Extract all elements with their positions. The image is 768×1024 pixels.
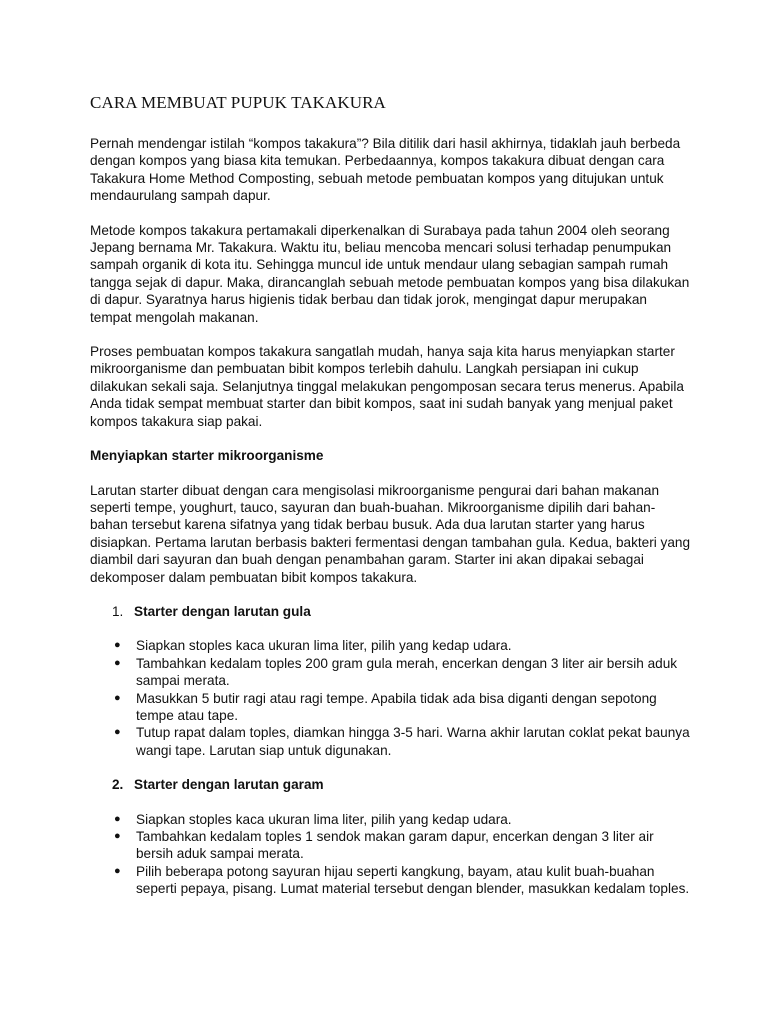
section-heading: Menyiapkan starter mikroorganisme <box>90 448 324 464</box>
bullet-icon: ● <box>114 812 121 825</box>
paragraph-section: Larutan starter dibuat dengan cara mengisolasi mikroorganisme pengurai dari bahan makanan seperti tempe, youghurt, tauco, sayuran dan buah-buahan. Mikroorganisme dipilih dari bahan-bahan tersebut karena sifatnya yang tidak berbau busuk. Ada dua larutan starter yang harus disiapkan. Pertama larutan berbasis bakteri fermentasi dengan tambahan gula. Kedua, bakteri yang diambil dari sayuran dan buah dengan penambahan garam. Starter ini akan dipakai sebagai dekomposer dalam pembuatan bibit kompos takakura. <box>90 482 691 585</box>
list-item-text: Siapkan stoples kaca ukuran lima liter, pilih yang kedap udara. <box>136 638 512 654</box>
list-item <box>90 828 690 863</box>
subsection-title: Starter dengan larutan garam <box>134 777 324 793</box>
subsection-number: 2. <box>112 777 124 793</box>
subsection-title: Starter dengan larutan gula <box>134 603 311 619</box>
list-item <box>90 690 690 725</box>
bullet-icon: ● <box>114 864 121 877</box>
bullet-icon: ● <box>114 639 121 652</box>
bullet-list-2 <box>90 811 690 898</box>
subsection-number: 1. <box>112 603 124 619</box>
list-item <box>90 811 690 828</box>
page-title: CARA MEMBUAT PUPUK TAKAKURA <box>90 93 386 112</box>
paragraph-intro-1: Pernah mendengar istilah “kompos takakura”? Bila ditilik dari hasil akhirnya, tidaklah jauh berbeda dengan kompos yang biasa kita temukan. Perbedaannya, kompos takakura dibuat dengan cara Takakura Home Method Composting, sebuah metode pembuatan kompos yang ditujukan untuk mendaurulang sampah dapur. <box>90 136 681 204</box>
paragraph-intro-3: Proses pembuatan kompos takakura sangatlah mudah, hanya saja kita harus menyiapkan starter mikroorganisme dan pembuatan bibit kompos terlebih dahulu. Langkah persiapan ini cukup dilakukan sekali saja. Selanjutnya tinggal melakukan pengomposan secara terus menerus. Apabila Anda tidak sempat membuat starter dan bibit kompos, saat ini sudah banyak yang menjual paket kompos takakura siap pakai. <box>90 344 684 429</box>
bullet-list-1 <box>90 637 690 759</box>
bullet-icon: ● <box>114 830 121 842</box>
list-item-text: Pilih beberapa potong sayuran hijau seperti kangkung, bayam, atau kulit buah-buahan seperti pepaya, pisang. Lumat material tersebut dengan blender, masukkan kedalam toples. <box>136 863 690 897</box>
bullet-icon: ● <box>114 691 121 704</box>
document-page <box>90 93 690 915</box>
paragraph-intro-2: Metode kompos takakura pertamakali diperkenalkan di Surabaya pada tahun 2004 oleh seorang Jepang bernama Mr. Takakura. Waktu itu, beliau mencoba mencari solusi terhadap penumpukan sampah organik di kota itu. Sehingga muncul ide untuk mendaur ulang sebagian sampah rumah tangga sejak di dapur. Maka, dirancanglah sebuah metode pembuatan kompos yang bisa dilakukan di dapur. Syaratnya harus higienis tidak berbau dan tidak jorok, mengingat dapur merupakan tempat mengolah makanan. <box>90 222 690 325</box>
list-item-text: Tambahkan kedalam toples 200 gram gula merah, encerkan dengan 3 liter air bersih aduk sampai merata. <box>136 655 678 689</box>
list-item <box>90 637 690 654</box>
list-item <box>90 724 690 759</box>
bullet-icon: ● <box>114 656 121 669</box>
list-item-text: Tambahkan kedalam toples 1 sendok makan garam dapur, encerkan dengan 3 liter air bersih aduk sampai merata. <box>136 829 654 862</box>
bullet-icon: ● <box>114 726 121 739</box>
list-item <box>90 863 690 898</box>
list-item <box>90 655 690 690</box>
list-item-text: Masukkan 5 butir ragi atau ragi tempe. Apabila tidak ada bisa diganti dengan sepotong tempe atau tape. <box>136 690 657 723</box>
subsection-heading-2 <box>90 776 690 793</box>
subsection-heading-1 <box>90 603 690 620</box>
list-item-text: Siapkan stoples kaca ukuran lima liter, pilih yang kedap udara. <box>136 811 512 827</box>
list-item-text: Tutup rapat dalam toples, diamkan hingga 3-5 hari. Warna akhir larutan coklat pekat baunya wangi tape. Larutan siap untuk digunakan. <box>136 725 690 758</box>
